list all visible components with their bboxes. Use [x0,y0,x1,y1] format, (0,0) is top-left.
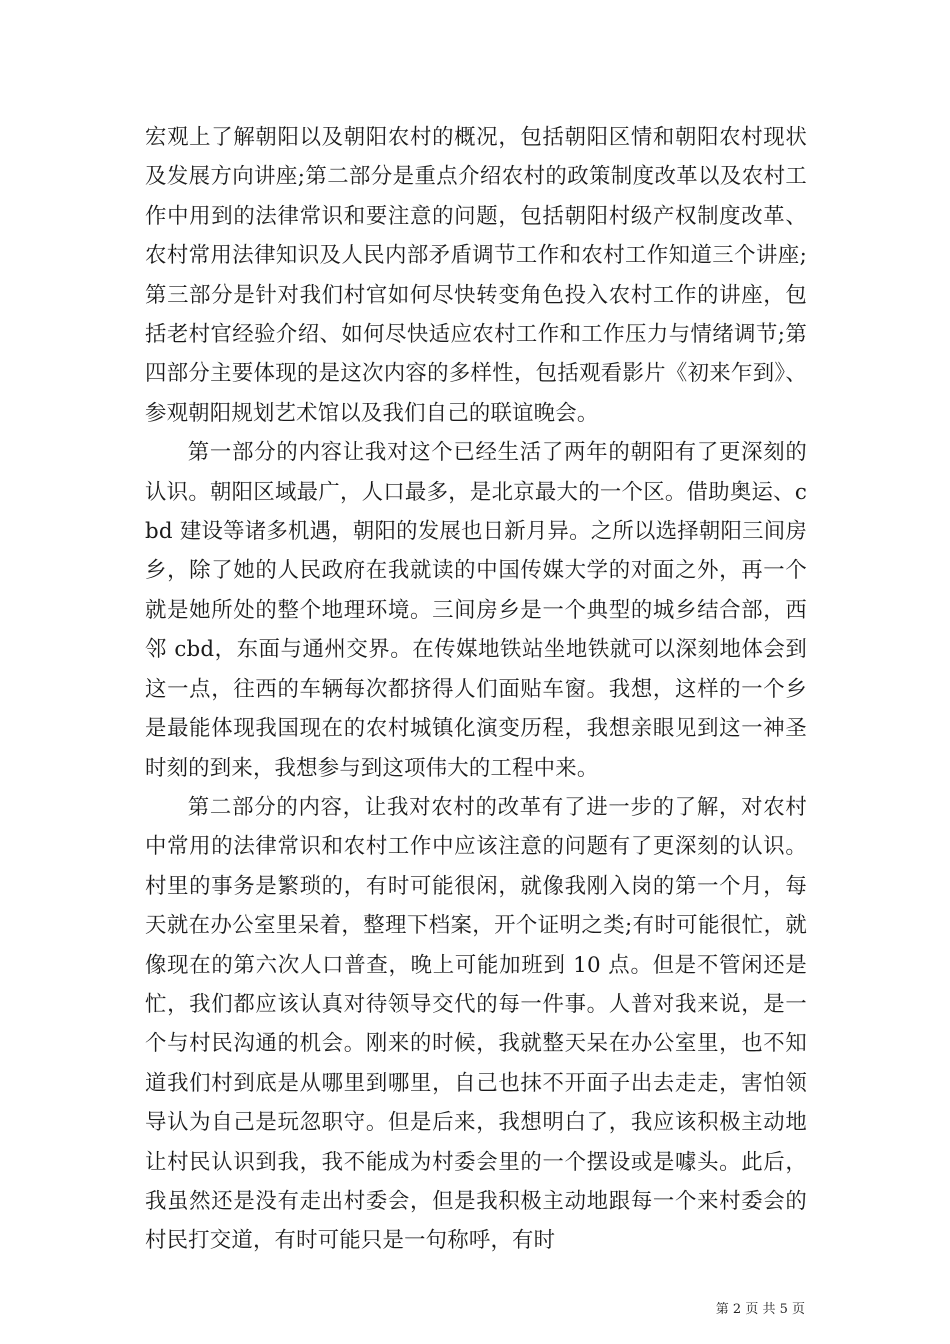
paragraph-continuation: 宏观上了解朝阳以及朝阳农村的概况，包括朝阳区情和朝阳农村现状及发展方向讲座;第二部分是重点介绍农村的政策制度改革以及农村工作中用到的法律常识和要注意的问题，包括朝阳村级产权制度改革、农村常用法律知识及人民内部矛盾调节工作和农村工作知道三个讲座;第三部分是针对我们村官如何尽快转变角色投入农村工作的讲座，包括老村官经验介绍、如何尽快适应农村工作和工作压力与情绪调节;第四部分主要体现的是这次内容的多样性，包括观看影片《初来乍到》、参观朝阳规划艺术馆以及我们自己的联谊晚会。 [145,125,807,426]
paragraph-part-two: 第二部分的内容，让我对农村的改革有了进一步的了解，对农村中常用的法律常识和农村工作中应该注意的问题有了更深刻的认识。村里的事务是繁琐的，有时可能很闲，就像我刚入岗的第一个月，每天就在办公室里呆着，整理下档案，开个证明之类;有时可能很忙，就像现在的第六次人口普查，晚上可能加班到 10 点。但是不管闲还是忙，我们都应该认真对待领导交代的每一件事。人普对我来说，是一个与村民沟通的机会。刚来的时候，我就整天呆在办公室里，也不知道我们村到底是从哪里到哪里，自己也抹不开面子出去走走，害怕领导认为自己是玩忽职守。但是后来，我想明白了，我应该积极主动地让村民认识到我，我不能成为村委会里的一个摆设或是噱头。此后，我虽然还是没有走出村委会，但是我积极主动地跟每一个来村委会的村民打交道，有时可能只是一句称呼，有时 [145,794,807,1254]
paragraph-part-one: 第一部分的内容让我对这个已经生活了两年的朝阳有了更深刻的认识。朝阳区域最广，人口最多，是北京最大的一个区。借助奥运、cbd 建设等诸多机遇，朝阳的发展也日新月异。之所以选择朝阳三间房乡，除了她的人民政府在我就读的中国传媒大学的对面之外，再一个就是她所处的整个地理环境。三间房乡是一个典型的城乡结合部，西邻 cbd，东面与通州交界。在传媒地铁站坐地铁就可以深刻地体会到这一点，往西的车辆每次都挤得人们面贴车窗。我想，这样的一个乡是最能体现我国现在的农村城镇化演变历程，我想亲眼见到这一神圣时刻的到来，我想参与到这项伟大的工程中来。 [145,440,807,781]
document-body [145,118,807,1261]
page-number-footer: 第 2 页 共 5 页 [715,1302,805,1317]
